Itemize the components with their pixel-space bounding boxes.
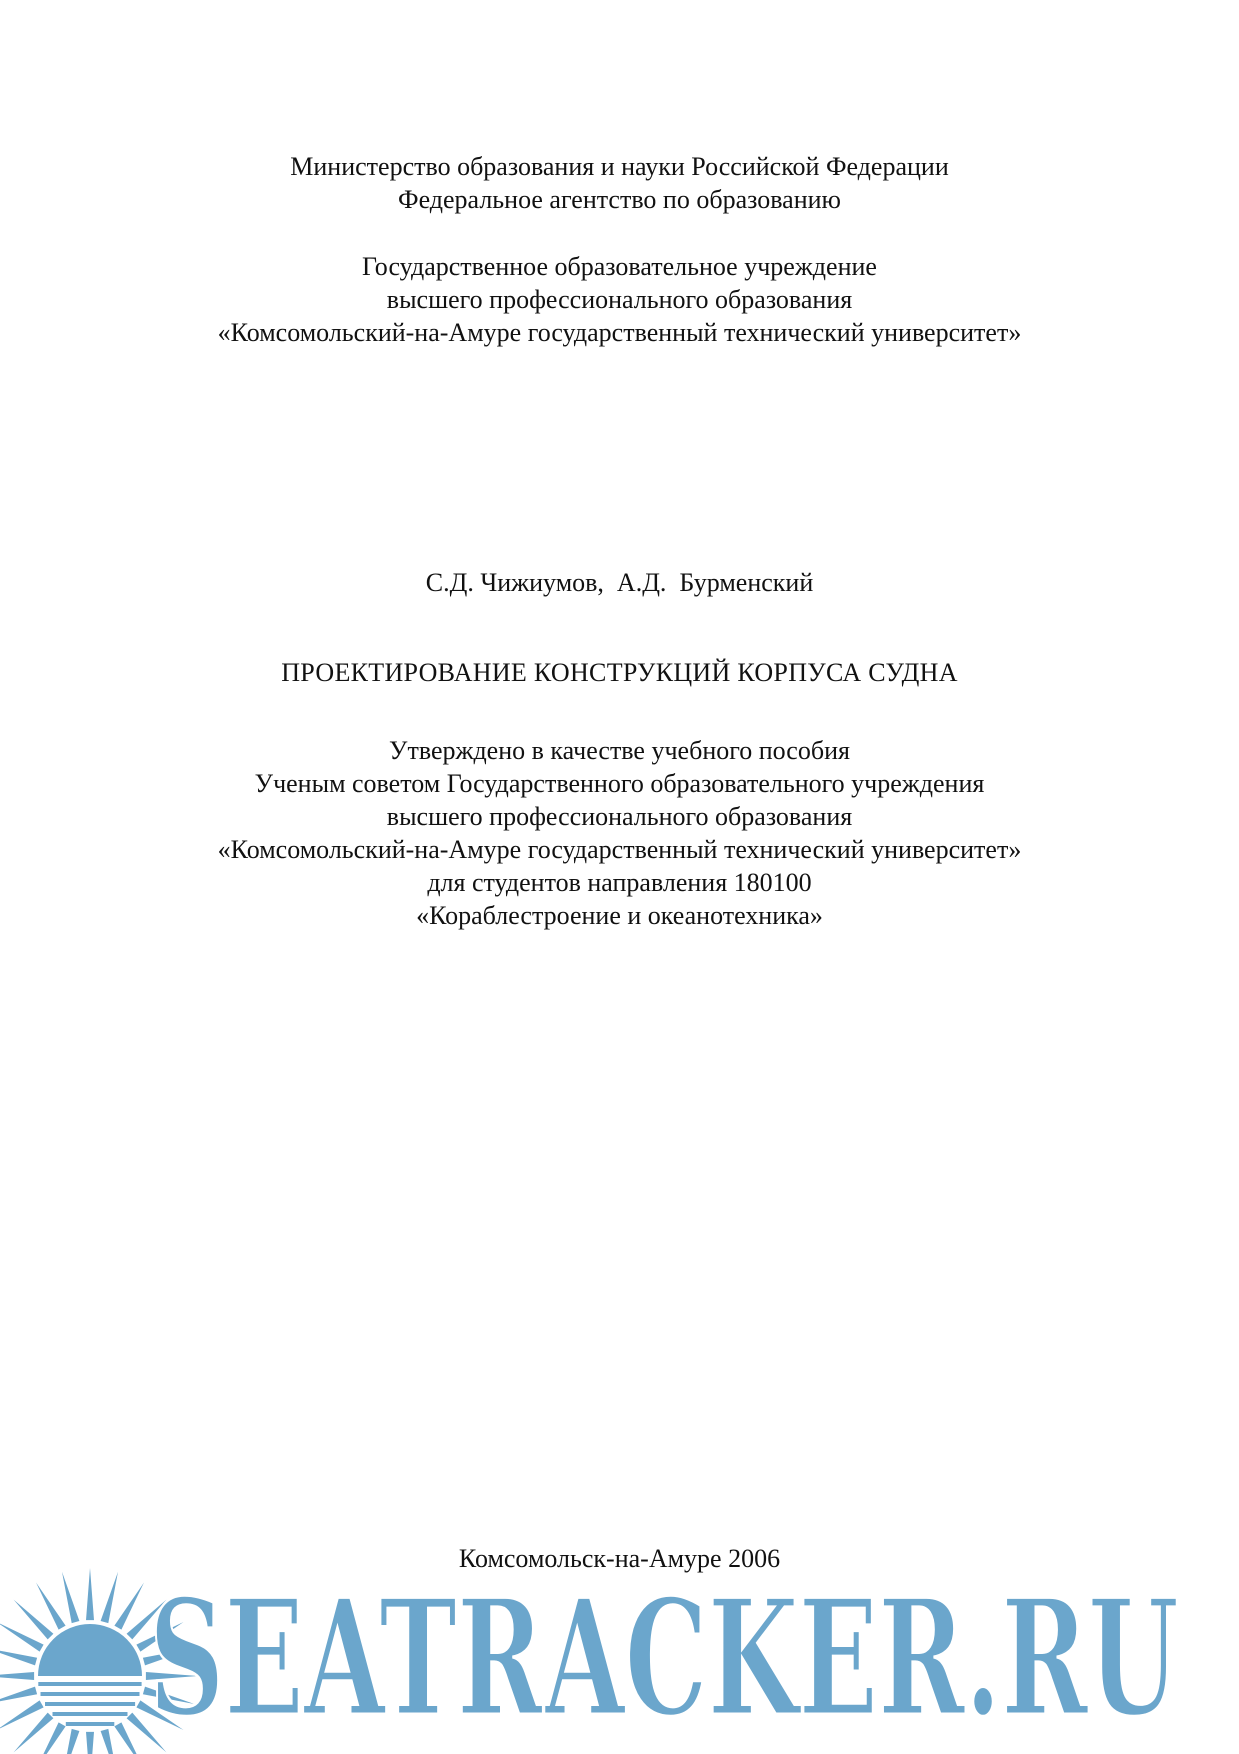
sun-stripe: [53, 1712, 128, 1716]
approval-line: «Комсомольский-на-Амуре государственный технический университет»: [217, 835, 1022, 864]
ministry-header: [0, 150, 1239, 216]
sun-stripe: [41, 1692, 140, 1696]
sun-upper-half: [38, 1624, 142, 1676]
institution-line: Государственное образовательное учреждение: [362, 252, 877, 281]
approval-line: Ученым советом Государственного образовательного учреждения: [254, 769, 985, 798]
institution-line: высшего профессионального образования: [386, 285, 853, 314]
authors: [0, 566, 1239, 599]
watermark-text: SEATRACKER.RU: [149, 1566, 1179, 1752]
watermark-logo: [0, 1566, 1239, 1754]
sun-stripe: [38, 1682, 141, 1686]
title-line: ПРОЕКТИРОВАНИЕ КОНСТРУКЦИЙ КОРПУСА СУДНА: [281, 658, 958, 687]
approval-line: высшего профессионального образования: [386, 802, 853, 831]
institution-line: «Комсомольский-на-Амуре государственный технический университет»: [217, 318, 1022, 347]
authors-line: С.Д. Чижиумов, А.Д. Бурменский: [425, 568, 814, 597]
sun-stripe: [66, 1722, 115, 1726]
approval-line: Утверждено в качестве учебного пособия: [389, 736, 850, 765]
city-year-line: Комсомольск-на-Амуре 2006: [458, 1544, 781, 1573]
ministry-line: Министерство образования и науки Российской Федерации: [290, 152, 949, 181]
approval-line: для студентов направления 180100: [427, 868, 812, 897]
book-title: [0, 656, 1239, 689]
approval-statement: [0, 734, 1239, 932]
sun-stripe: [45, 1702, 135, 1706]
agency-line: Федеральное агентство по образованию: [398, 185, 841, 214]
approval-line: «Кораблестроение и океанотехника»: [416, 901, 823, 930]
institution-header: [0, 250, 1239, 349]
